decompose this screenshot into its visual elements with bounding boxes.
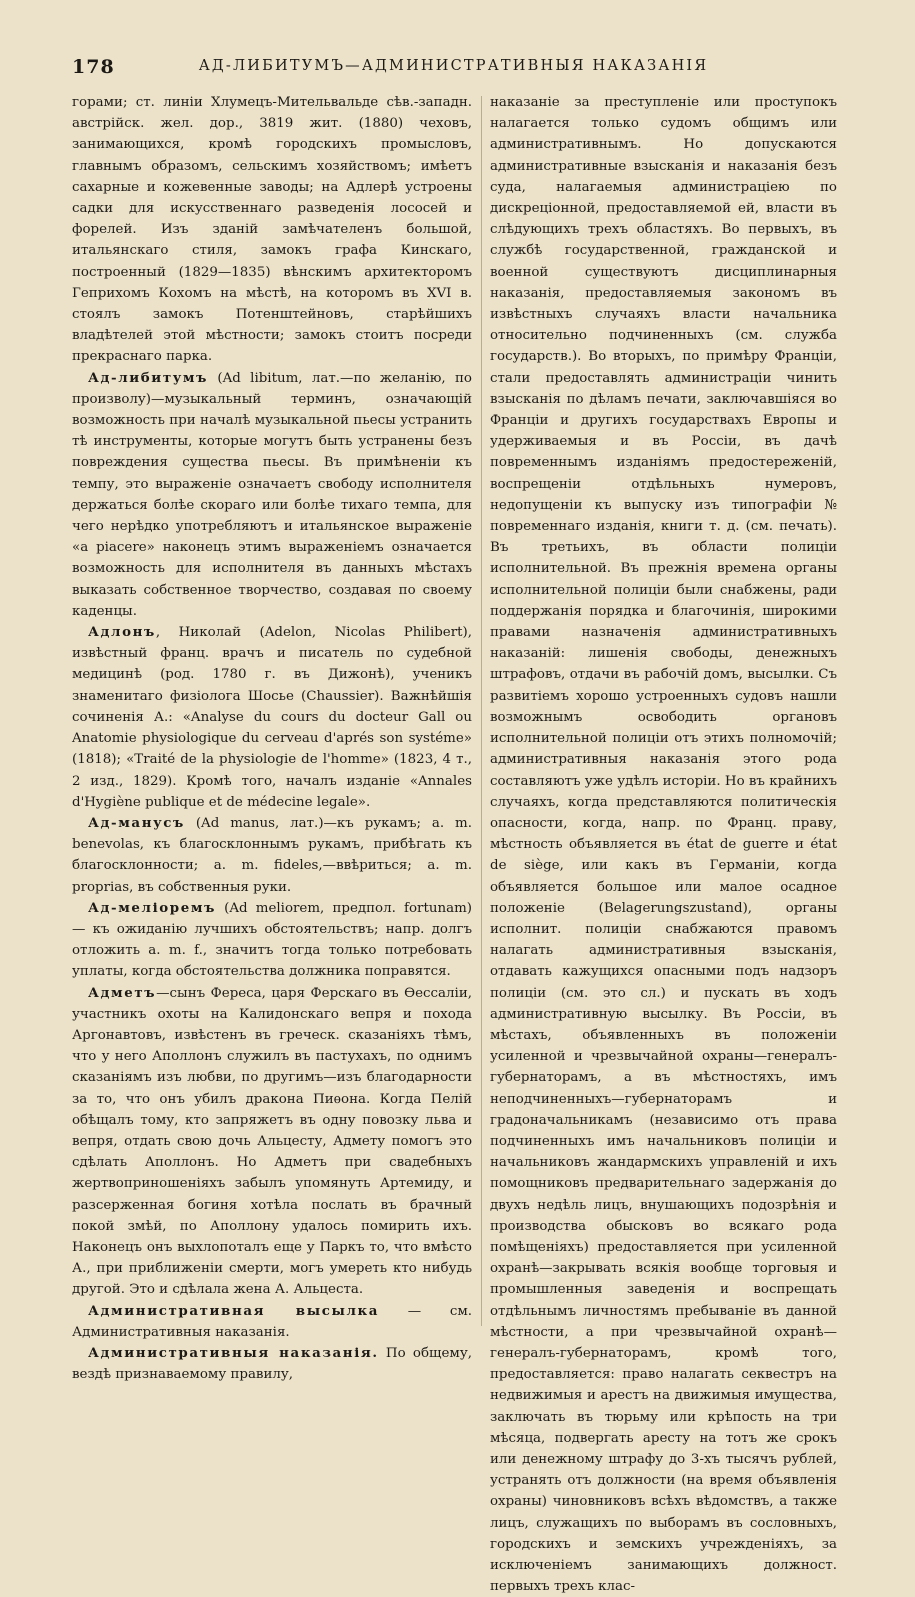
entry-text-admet: —сынъ Фереса, царя Ферскаго въ Ѳессаліи, участникъ охоты на Калидонскаго вепря и похода Аргонавтовъ, извѣстенъ въ греческ. сказаніяхъ тѣмъ, что у него Аполлонъ служилъ въ пастухахъ, по однимъ сказаніямъ изъ любви, по другимъ—изъ благодарности за то, что онъ убилъ дракона Пиѳона. Когда Пелій обѣщалъ тому, кто запряжетъ въ одну повозку льва и вепря, отдать свою дочь Альцесту, Адмету помогъ это сдѣлать Аполлонъ. Но Адметъ при свадебныхъ жертвоприношеніяхъ забылъ упомянуть Артемиду, и разсерженная богиня хотѣла послать въ брачный покой змѣй, по Аполлону удалось помирить ихъ. Наконецъ онъ выхлопоталъ еще у Паркъ то, что вмѣсто А., при приближеніи смерти, могъ умереть кто нибудь другой. Это и сдѣлала жена А. Альцеста. — [72, 985, 472, 1298]
page-header — [72, 56, 835, 82]
left-column — [72, 92, 472, 1383]
headword-ad-meliorem: Ад-меліоремъ — [88, 899, 216, 916]
entry-admin-vysylka — [72, 1301, 472, 1343]
headword-admin-vysylka: Административная высылка — [88, 1302, 380, 1319]
continued-paragraph-right: наказаніе за преступленіе или проступокъ налагается только судомъ общимъ или административнымъ. Но допускаются административные взысканія и наказанія безъ суда, налагаемыя администраціею по дискреціонной, предоставляемой ей, власти въ слѣдующихъ трехъ областяхъ. Во первыхъ, въ службѣ государственной, гражданской и военной существуютъ дисциплинарныя наказанія, предоставляемыя закономъ въ извѣстныхъ случаяхъ власти начальника относительно подчиненныхъ (см. служба государств.). Во вторыхъ, по примѣру Франціи, стали предоставлять администраціи чинить взысканія по дѣламъ печати, заключавшіяся во Франціи и другихъ государствахъ Европы и удерживаемыя и въ Россіи, въ дачѣ повременнымъ изданіямъ предостереженій, воспрещеніи отдѣльныхъ нумеровъ, недопущеніи къ выпуску изъ типографіи № повременнаго изданія, книги т. д. (см. печать). Въ третьихъ, въ области полиціи исполнительной. Въ прежнія времена органы исполнительной полиціи были снабжены, ради поддержанія порядка и благочинія, широкими правами назначенія административныхъ наказаній: лишенія свободы, денежныхъ штрафовъ, отдачи въ рабочій домъ, высылки. Съ развитіемъ хорошо устроенныхъ судовъ нашли возможнымъ освободить органовъ исполнительной полиціи отъ этихъ полномочій; административныя наказанія этого рода составляютъ уже удѣлъ исторіи. Но въ крайнихъ случаяхъ, когда представляются политическія опасности, когда, напр. по Франц. праву, мѣстность объявляется въ état de guerre и état de siège, или какъ въ Германіи, когда объявляется большое или малое осадное положеніе (Belagerungszustand), органы исполнит. полиціи снабжаются правомъ налагать административныя взысканія, отдавать кажущихся опасными подъ надзоръ полиціи (см. это сл.) и пускать въ ходъ административную высылку. Въ Россіи, въ мѣстахъ, объявленныхъ въ положеніи усиленной и чрезвычайной охраны—генералъ-губернаторамъ, а въ мѣстностяхъ, имъ неподчиненныхъ—губернаторамъ и градоначальникамъ (независимо отъ права подчиненныхъ имъ начальниковъ полиціи и начальниковъ жандармскихъ управленій и ихъ помощниковъ предварительнаго задержанія до двухъ недѣль лицъ, внушающихъ подозрѣнія и производства обысковъ во всякаго рода помѣщеніяхъ) предоставляется при усиленной охранѣ—закрывать всякія вообще торговыя и промышленныя заведенія и воспрещать отдѣльнымъ личностямъ пребываніе въ данной мѣстности, а при чрезвычайной охранѣ—генералъ-губернаторамъ, кромѣ того, предоставляется: право налагать секвестръ на недвижимыя и арестъ на движимыя имущества, заключать въ тюрьму или крѣпость на три мѣсяца, подвергать аресту на тотъ же срокъ или денежному штрафу до 3-хъ тысячъ рублей, устранять отъ должности (на время объявленія охраны) чиновниковъ всѣхъ вѣдомствъ, а также лицъ, служащихъ по выборамъ въ сословныхъ, городскихъ и земскихъ учрежденіяхъ, за исключеніемъ занимающихъ должност. первыхъ трехъ клас- — [490, 95, 837, 1595]
entry-ad-meliorem — [72, 898, 472, 983]
entry-ad-libitum — [72, 368, 472, 622]
headword-ad-manus: Ад-манусъ — [88, 814, 185, 831]
entry-text-admin-vysylka: — см. Административныя наказанія. — [72, 1303, 472, 1340]
entry-admin-nakazaniya — [72, 1343, 472, 1385]
entry-text-admin-nakazaniya: По общему, вездѣ признаваемому правилу, — [72, 1345, 472, 1383]
entry-admet — [72, 983, 472, 1301]
entry-text-ad-meliorem: (Ad meliorem, предпол. fortunam) — къ ожиданію лучшихъ обстоятельствъ; напр. долгъ отложить a. m. f., значитъ тогда только потребовать уплаты, когда обстоятельства должника поправятся. — [72, 900, 472, 980]
headword-adlon: Адлонъ — [88, 624, 156, 641]
entry-text-ad-libitum: (Ad libitum, лат.—по желанію, по произволу)—музыкальный терминъ, означающій возможность при началѣ музыкальной пьесы устранить тѣ инструменты, которые могутъ быть устранены безъ повреждения существа пьесы. Въ примѣненіи къ темпу, это выраженіе означаетъ свободу исполнителя держаться болѣе скораго или болѣе тихаго темпа, для чего нерѣдко употребляютъ и итальянское выраженіе «a piacere» наконецъ этимъ выраженіемъ означается возможность для исполнителя въ данныхъ мѣстахъ выказать собственное творчество, создавая по своему каденцы. — [72, 370, 472, 619]
entry-adlon — [72, 622, 472, 813]
entry-text-adlon: , Николай (Adelon, Nicolas Philibert), извѣстный франц. врачъ и писатель по судебной медицинѣ (род. 1780 г. въ Дижонѣ), ученикъ знаменитаго физіолога Шосье (Chaussier). Важнѣйшія сочиненія А.: «Analyse du cours du docteur Gall ou Anatomie physiologique du cerveau d'aprés son systéme» (1818); «Traité de la physiologie de l'homme» (1823, 4 т., 2 изд., 1829). Кромѣ того, началъ изданіе «Annales d'Hygiène publique et de médecine legale». — [72, 625, 472, 810]
entry-ad-manus — [72, 813, 472, 898]
continued-paragraph: горами; ст. линіи Хлумецъ-Мительвальде сѣв.-западн. австрійск. жел. дор., 3819 жит. (1880) чеховъ, занимающихся, кромѣ городскихъ промысловъ, главнымъ образомъ, сельскимъ хозяйствомъ; имѣетъ сахарные и кожевенные заводы; на Адлерѣ устроены садки для искусственнаго разведенія лососей и форелей. Изъ зданій замѣчателенъ большой, итальянскаго стиля, замокъ графа Кинскаго, построенный (1829—1835) вѣнскимъ архитекторомъ Геприхомъ Кохомъ на мѣстѣ, на которомъ въ XVI в. стоялъ замокъ Потенштейновъ, старѣйшихъ владѣтелей этой мѣстности; замокъ стоитъ посреди прекраснаго парка. — [72, 95, 472, 365]
right-column — [490, 92, 837, 1595]
column-divider — [481, 96, 482, 1326]
running-title: АД-ЛИБИТУМЪ—АДМИНИСТРАТИВНЫЯ НАКАЗАНІЯ — [198, 58, 709, 74]
headword-admet: Адметъ — [88, 984, 157, 1001]
headword-ad-libitum: Ад-либитумъ — [88, 369, 208, 386]
headword-admin-nakazaniya: Административныя наказанія. — [88, 1344, 379, 1361]
entry-text-ad-manus: (Ad manus, лат.)—къ рукамъ; a. m. benevolas, къ благосклоннымъ рукамъ, прибѣгать къ благосклонности; a. m. fideles,—ввѣриться; a. m. proprias, въ собственныя руки. — [72, 815, 472, 895]
page-number: 178 — [72, 56, 115, 78]
